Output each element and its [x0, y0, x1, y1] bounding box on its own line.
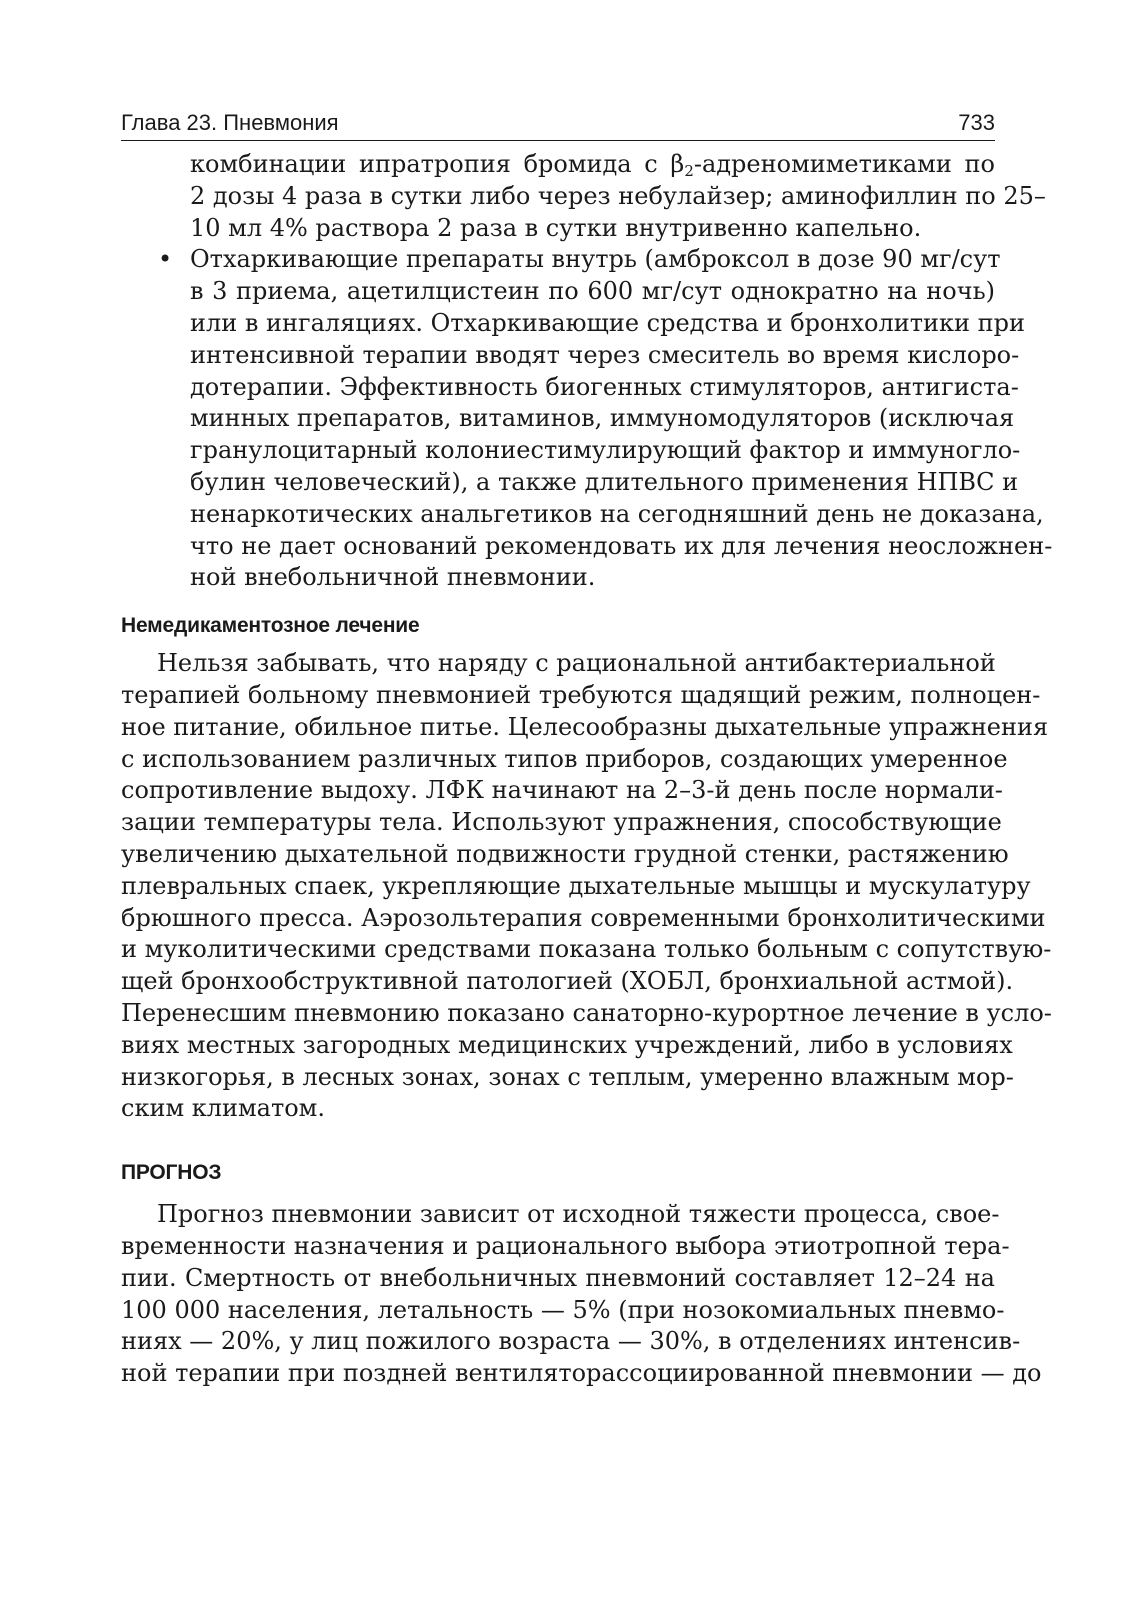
text-line: пии. Смертность от внебольничных пневмоний составляет 12–24 на: [121, 1263, 995, 1292]
text-line: брюшного пресса. Аэрозольтерапия современными бронхолитическими: [121, 903, 1046, 932]
running-head: [121, 108, 995, 141]
text-line: ное питание, обильное питье. Целесообразны дыхательные упражнения: [121, 712, 1049, 741]
text-line: временности назначения и рационального выбора этиотропной тера-: [121, 1231, 1010, 1260]
text-line: 2 дозы 4 раза в сутки либо через небулайзер; аминофиллин по 25–: [190, 181, 1046, 210]
text-line: низкогорья, в лесных зонах, зонах с теплым, умеренно влажным мор-: [121, 1062, 1014, 1091]
text-line: ной терапии при поздней вентиляторассоциированной пневмонии — до: [121, 1359, 1042, 1388]
text-line: и муколитическими средствами показана только больным с сопутствую-: [121, 935, 1052, 964]
page-number: 733: [958, 110, 995, 135]
chapter-title: Глава 23. Пневмония: [121, 110, 339, 135]
text-line: ским климатом.: [121, 1094, 325, 1123]
text-line: ной внебольничной пневмонии.: [190, 563, 596, 592]
text-line: 10 мл 4% раствора 2 раза в сутки внутривенно капельно.: [190, 213, 922, 242]
paragraph-prognosis: [121, 1199, 1042, 1390]
subscript: 2: [684, 162, 694, 180]
text-line: ненаркотических анальгетиков на сегодняшний день не доказана,: [190, 499, 1044, 528]
text-line: терапией больному пневмонией требуются щадящий режим, полноцен-: [121, 680, 1041, 709]
text-line: 100 000 населения, летальность — 5% (при нозокомиальных пневмо-: [121, 1295, 1005, 1324]
text-line: минных препаратов, витаминов, иммуномодуляторов (исключая: [190, 404, 1015, 433]
text-line: комбинации ипратропия бромида с $\beta_2$-адреномиметиками по: [190, 150, 995, 180]
text-line: плевральных спаек, укрепляющие дыхательные мышцы и мускулатуру: [121, 871, 1031, 900]
text-line: что не дает оснований рекомендовать их для лечения неосложнен-: [190, 531, 1053, 560]
text-line: с использованием различных типов приборов, создающих умеренное: [121, 744, 1008, 773]
text-line: Нельзя забывать, что наряду с рациональной антибактериальной: [157, 649, 996, 678]
text-line: в 3 приема, ацетилцистеин по 600 мг/сут однократно на ночь): [190, 277, 995, 306]
text-line: ниях — 20%, у лиц пожилого возраста — 30%, в отделениях интенсив-: [121, 1327, 1021, 1356]
text-line: или в ингаляциях. Отхаркивающие средства и бронхолитики при: [190, 308, 1025, 337]
text-line: виях местных загородных медицинских учреждений, либо в условиях: [121, 1030, 1013, 1059]
bullet-item: [121, 244, 1053, 594]
section-heading-prognosis: ПРОГНОЗ: [121, 1161, 222, 1185]
text-line: увеличению дыхательной подвижности грудной стенки, растяжению: [121, 839, 1009, 868]
continuation-paragraph: [121, 149, 1046, 244]
text-line: булин человеческий), а также длительного применения НПВС и: [190, 467, 1019, 496]
paragraph-nonmed: [121, 648, 1052, 1125]
section-heading-nonmed: Немедикаментозное лечение: [121, 614, 420, 638]
text-line: дотерапии. Эффективность биогенных стимуляторов, антигиста-: [190, 372, 1019, 401]
text-line: сопротивление выдоху. ЛФК начинают на 2–3-й день после нормали-: [121, 776, 1003, 805]
text-line: зации температуры тела. Используют упражнения, способствующие: [121, 808, 1002, 837]
text-line: гранулоцитарный колониестимулирующий фактор и иммуногло-: [190, 436, 1021, 465]
text-line: Прогноз пневмонии зависит от исходной тяжести процесса, свое-: [157, 1200, 1000, 1229]
main-text: [121, 149, 1053, 1390]
book-page: [121, 108, 1053, 1390]
text-line: интенсивной терапии вводят через смеситель во время кислоро-: [190, 340, 1020, 369]
text-line: • Отхаркивающие препараты внутрь (амброксол в дозе 90 мг/сут: [190, 244, 995, 276]
text-line: щей бронхообструктивной патологией (ХОБЛ, бронхиальной астмой).: [121, 967, 1014, 996]
text-line: Перенесшим пневмонию показано санаторно-курортное лечение в усло-: [121, 998, 1052, 1027]
bullet-marker: •: [158, 245, 173, 274]
